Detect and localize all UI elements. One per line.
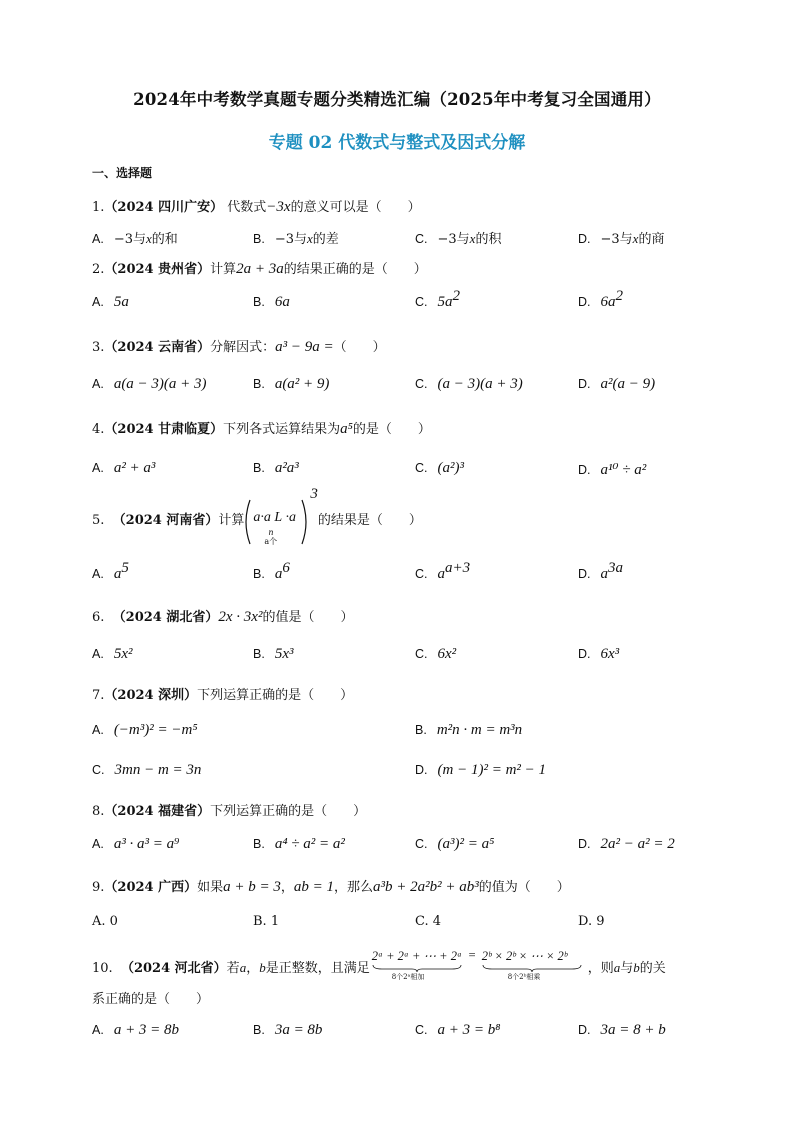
option-b	[253, 294, 290, 311]
option-b	[253, 646, 293, 663]
question-stem: ，那么	[334, 880, 374, 895]
math-var: x	[145, 231, 152, 246]
question-1	[92, 196, 421, 216]
question-number: 4.	[92, 422, 105, 437]
option-label: A. 0	[92, 914, 118, 929]
question-number: 3.	[92, 340, 105, 355]
option-label: D.	[578, 295, 591, 309]
option-label: D.	[578, 837, 591, 851]
question-stem: 的值是（ ）	[262, 610, 354, 625]
math-expression: ab = 1	[293, 879, 335, 895]
option-a	[92, 1022, 179, 1039]
option-text: −3与	[274, 232, 307, 247]
option-label: D.	[578, 647, 591, 661]
question-stem: 的值为（ ）	[478, 880, 570, 895]
option-label: D. 9	[578, 914, 605, 929]
option-label: A.	[92, 377, 104, 391]
question-stem: 的是（ ）	[352, 422, 431, 437]
question-stem: 与	[620, 961, 634, 976]
math-expression: (m − 1)² = m² − 1	[437, 762, 547, 778]
option-d	[578, 914, 605, 929]
question-3	[92, 336, 386, 356]
option-label: B.	[253, 647, 265, 661]
option-label: A.	[92, 837, 104, 851]
option-label: B. 1	[253, 914, 280, 929]
option-c	[92, 762, 201, 779]
equation-figure	[370, 948, 588, 982]
math-expression: a² + a³	[113, 460, 156, 476]
question-stem: 计算	[218, 513, 245, 528]
option-d	[415, 762, 546, 779]
question-stem: 下列运算正确的是（ ）	[197, 688, 354, 703]
math-exponent: 6	[282, 560, 290, 576]
math-expression: 5x²	[113, 646, 133, 662]
question-source: （2024 福建省）	[104, 804, 211, 819]
option-label: C.	[415, 647, 428, 661]
math-exponent: 3a	[608, 560, 623, 576]
question-stem: 的关	[639, 961, 666, 976]
question-number: 7.	[92, 688, 105, 703]
math-exponent: 2	[452, 288, 460, 304]
math-expression: a(a² + 9)	[274, 376, 330, 392]
topic-subtitle: 专题 02 代数式与整式及因式分解	[268, 133, 526, 153]
question-number: 9.	[92, 880, 105, 895]
math-expression: a²(a − 9)	[600, 376, 656, 392]
math-expression: a	[274, 566, 283, 582]
math-expression: 5x³	[274, 646, 294, 662]
option-d	[578, 646, 619, 663]
math-exponent: 2	[615, 288, 623, 304]
option-label: D.	[578, 232, 591, 246]
option-label: C.	[415, 232, 428, 246]
math-var: a	[239, 960, 247, 975]
math-expression: a	[600, 566, 608, 582]
underbrace-label: a个	[264, 536, 278, 546]
option-label: A.	[92, 295, 104, 309]
question-source: （2024 湖北省）	[112, 610, 219, 625]
option-d	[578, 460, 646, 479]
option-c	[415, 376, 523, 393]
question-source: （2024 深圳）	[104, 688, 198, 703]
option-label: A.	[92, 232, 104, 246]
question-source: （2024 甘肃临夏）	[104, 422, 224, 437]
math-expression: 2a + 3a	[236, 261, 284, 277]
math-expression: 6a	[274, 294, 290, 310]
option-c	[415, 228, 501, 247]
question-2	[92, 258, 427, 278]
math-expression: a³ − 9a =	[275, 339, 334, 355]
option-d	[578, 836, 675, 853]
option-label: B.	[253, 567, 265, 581]
option-b	[253, 228, 339, 247]
math-exponent: 5	[121, 560, 129, 576]
option-label: C.	[415, 461, 428, 475]
option-c	[415, 460, 464, 477]
question-stem: 如果	[197, 880, 224, 895]
option-c	[415, 836, 494, 853]
question-source: （2024 河南省）	[112, 513, 219, 528]
math-exponent: a+3	[445, 560, 471, 576]
section-heading: 一、选择题	[92, 166, 153, 180]
question-stem: ，	[246, 961, 260, 976]
option-a	[92, 560, 129, 583]
math-expression: a⁴ ÷ a² = a²	[274, 836, 345, 852]
option-label: B.	[253, 377, 265, 391]
question-10-continued	[92, 988, 209, 1007]
question-6	[92, 606, 353, 626]
math-expression: 2a² − a² = 2	[600, 836, 675, 852]
question-stem: 是正整数，且满足	[265, 961, 370, 976]
math-expression: 3mn − m = 3n	[114, 762, 202, 778]
question-10	[92, 948, 666, 982]
option-label: B.	[253, 1023, 265, 1037]
option-label: C.	[415, 377, 428, 391]
math-expression: a	[437, 566, 445, 582]
option-label: D.	[415, 763, 428, 777]
question-stem: ，则	[587, 961, 614, 976]
math-expression: 6a	[600, 294, 616, 310]
option-b	[415, 722, 522, 739]
underbrace-left	[372, 964, 462, 972]
math-expression: (a³)² = a⁵	[437, 836, 495, 852]
question-number: 2.	[92, 262, 105, 277]
option-label: C.	[415, 567, 428, 581]
option-c	[415, 1022, 500, 1039]
math-expression: 6x²	[437, 646, 457, 662]
question-stem: 系正确的是（ ）	[92, 992, 210, 1007]
question-number: 1.	[92, 200, 105, 215]
math-var: x	[306, 231, 313, 246]
math-var: x	[469, 231, 476, 246]
math-expression: 3a = 8b	[274, 1022, 323, 1038]
math-expression: 2x · 3x²	[218, 609, 263, 625]
question-source: （2024 贵州省）	[104, 262, 211, 277]
math-expression: a(a − 3)(a + 3)	[113, 376, 207, 392]
option-label: B.	[253, 232, 265, 246]
option-b	[253, 1022, 322, 1039]
option-label: A.	[92, 723, 104, 737]
math-exponent: 3	[310, 486, 318, 502]
option-text: −3与	[600, 232, 633, 247]
option-label: A.	[92, 647, 104, 661]
math-expression: m²n · m = m³n	[436, 722, 523, 738]
option-label: D.	[578, 1023, 591, 1037]
option-c	[415, 288, 460, 311]
question-9	[92, 876, 570, 896]
math-expression: 2ᵃ + 2ᵃ + ⋯ + 2ᵃ	[371, 949, 462, 963]
option-label: C.	[415, 837, 428, 851]
math-var: a	[613, 960, 621, 975]
math-expression: a³ · a³ = a⁹	[113, 836, 180, 852]
math-expression: 3a = 8 + b	[600, 1022, 666, 1038]
option-a	[92, 376, 207, 393]
option-d	[578, 288, 623, 311]
math-expression: 2ᵇ × 2ᵇ × ⋯ × 2ᵇ	[481, 949, 568, 963]
option-a	[92, 914, 118, 929]
question-source: （2024 广西）	[104, 880, 198, 895]
math-expression: a¹⁰ ÷ a²	[600, 462, 647, 478]
question-number: 8.	[92, 804, 105, 819]
math-expression: a⁵	[340, 421, 353, 437]
underbrace-expression	[244, 498, 310, 544]
question-number: 6.	[92, 610, 105, 625]
option-label: B.	[253, 461, 265, 475]
option-a	[92, 722, 198, 739]
option-c	[415, 560, 471, 583]
option-text: 的和	[151, 232, 178, 247]
option-label: D.	[578, 377, 591, 391]
option-d	[578, 560, 623, 583]
option-label: C. 4	[415, 914, 442, 929]
question-stem: 分解因式：	[210, 340, 276, 355]
math-expression: 6x³	[600, 646, 620, 662]
question-source: （2024 云南省）	[104, 340, 211, 355]
option-b	[253, 460, 299, 477]
option-label: A.	[92, 461, 104, 475]
option-label: D.	[578, 463, 591, 477]
math-expression: a³b + 2a²b² + ab³	[373, 879, 479, 895]
question-stem: 的结果正确的是（ ）	[283, 262, 427, 277]
math-expression: a	[113, 566, 122, 582]
question-stem: ，	[280, 880, 294, 895]
option-a	[92, 646, 132, 663]
math-expression: −3x	[266, 199, 291, 215]
option-d	[578, 228, 664, 247]
option-c	[415, 914, 441, 929]
option-text: 的商	[638, 232, 665, 247]
question-stem: 计算	[210, 262, 237, 277]
option-d	[578, 376, 655, 393]
math-var: b	[633, 960, 640, 975]
option-a	[92, 460, 155, 477]
question-number: 5.	[92, 513, 105, 528]
math-expression: a²a³	[274, 460, 299, 476]
option-label: C.	[92, 763, 105, 777]
option-b	[253, 914, 279, 929]
math-expression: =	[467, 948, 477, 962]
question-7	[92, 684, 353, 703]
option-c	[415, 646, 456, 663]
option-label: B.	[415, 723, 427, 737]
math-expression: a + 3 = 8b	[113, 1022, 180, 1038]
question-stem: 若	[226, 961, 240, 976]
underbrace-label: 8个2ᵃ相加	[391, 973, 425, 981]
option-b	[253, 376, 329, 393]
math-var: b	[259, 960, 266, 975]
option-text: −3与	[437, 232, 470, 247]
question-5	[92, 486, 422, 546]
question-stem: 下列运算正确的是（ ）	[210, 804, 367, 819]
document-title: 2024年中考数学真题专题分类精选汇编（2025年中考复习全国通用）	[133, 90, 661, 109]
option-text: 的积	[475, 232, 502, 247]
underbrace-label: n	[268, 527, 274, 537]
math-expression: (a²)³	[437, 460, 464, 476]
option-label: D.	[578, 567, 591, 581]
option-label: C.	[415, 295, 428, 309]
question-number: 10.	[92, 961, 113, 976]
option-a	[92, 294, 129, 311]
question-stem: 下列各式运算结果为	[223, 422, 341, 437]
option-label: C.	[415, 1023, 428, 1037]
question-stem: 的意义可以是（ ）	[290, 200, 421, 215]
math-expression: (a − 3)(a + 3)	[437, 376, 523, 392]
math-expression: a + b = 3	[223, 879, 281, 895]
option-text: −3与	[113, 232, 146, 247]
math-expression: 5a	[113, 294, 129, 310]
math-expression: a + 3 = b⁸	[437, 1022, 501, 1038]
option-a	[92, 836, 179, 853]
question-8	[92, 800, 366, 819]
option-label: B.	[253, 295, 265, 309]
question-4	[92, 418, 431, 438]
math-var: x	[632, 231, 639, 246]
option-label: B.	[253, 837, 265, 851]
math-expression: (−m³)² = −m⁵	[113, 722, 198, 738]
question-stem: 代数式	[227, 200, 267, 215]
math-expression: 5a	[437, 294, 453, 310]
question-stem: 的结果是（ ）	[317, 513, 422, 528]
option-a	[92, 228, 178, 247]
option-b	[253, 836, 345, 853]
question-source: （2024 四川广安）	[104, 200, 224, 215]
question-stem: （ ）	[333, 340, 386, 355]
option-text: 的差	[312, 232, 339, 247]
question-source: （2024 河北省）	[120, 961, 227, 976]
option-b	[253, 560, 290, 583]
underbrace-label: 8个2ᵇ相乘	[507, 973, 541, 981]
option-d	[578, 1022, 666, 1039]
math-expression: a·a L ·a	[253, 509, 296, 525]
option-label: A.	[92, 567, 104, 581]
option-label: A.	[92, 1023, 104, 1037]
underbrace-right	[482, 964, 582, 972]
